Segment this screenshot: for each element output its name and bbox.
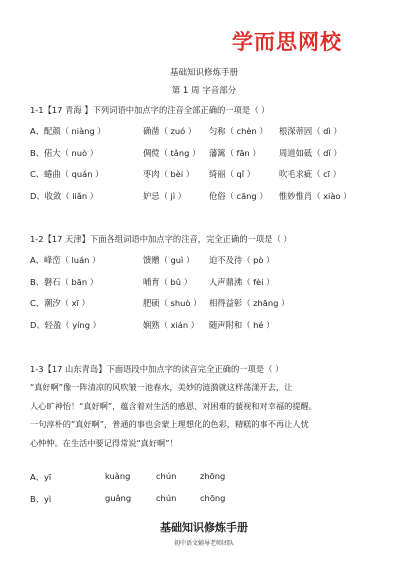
q1-option-d-3: 伧俗（ cāng ） bbox=[209, 191, 268, 201]
document-subtitle: 基础知识修炼手册 bbox=[169, 68, 238, 78]
q2-option-a-1: A、峰峦（ luán ） bbox=[30, 255, 101, 265]
q3-option-b-2: guǎng bbox=[105, 493, 132, 503]
q1-option-c-4: 吹毛求疵（ cī ） bbox=[279, 169, 341, 179]
q2-option-a-2: 馈赠（ guì ） bbox=[143, 255, 195, 265]
q2-option-d-1: D、轻盈（ yíng ） bbox=[30, 320, 101, 330]
q1-option-b-3: 藩篱（ fān ） bbox=[209, 148, 261, 158]
q2-option-d-3: 随声附和（ hé ） bbox=[209, 320, 275, 330]
q2-option-c-2: 肥硕（ shuò ） bbox=[143, 298, 202, 308]
q1-option-b-1: B、偌大（ nuò ） bbox=[30, 148, 99, 158]
q1-option-c-2: 枣肉（ bèi ） bbox=[143, 169, 195, 179]
q3-option-b-4: chōng bbox=[200, 493, 226, 503]
q2-option-d-2: 娴熟（ xián ） bbox=[143, 320, 200, 330]
q1-option-b-2: 倜傥（ tǎng ） bbox=[143, 148, 201, 158]
passage-line: “真好啊”像一阵清凉的风吹皱一池春水，美妙的涟漪就这样荡漾开去，让 bbox=[30, 382, 293, 392]
q1-option-a-3: 匀称（ chèn ） bbox=[209, 126, 268, 136]
q3-option-b-1: B、yì bbox=[30, 494, 52, 504]
question-1-3-passage bbox=[30, 378, 382, 452]
q1-option-d-1: D、收敛（ liǎn ） bbox=[30, 191, 99, 201]
q1-option-a-1: A、配颜（ niàng ） bbox=[30, 126, 106, 136]
footer-subtitle: 初中语文辅导老师团队 bbox=[173, 540, 234, 547]
q3-option-a-3: chún bbox=[156, 471, 177, 481]
q1-option-d-2: 妒忌（ jì ） bbox=[143, 191, 187, 201]
q2-option-b-3: 人声鼎沸（ fèi ） bbox=[209, 277, 275, 287]
question-1-2-stem: 1-2【17 天津】下面各组词语中加点字的注音，完全正确的一项是（ ） bbox=[30, 234, 292, 244]
q1-option-d-4: 惟妙惟肖（ xiào ） bbox=[279, 191, 352, 201]
q1-option-c-3: 绮丽（ qǐ ） bbox=[209, 169, 256, 179]
q3-option-b-3: chún bbox=[156, 493, 177, 503]
q1-option-b-4: 周道如砥（ dǐ ） bbox=[279, 148, 342, 158]
question-1-3-stem: 1-3【17 山东青岛】下面语段中加点字的读音完全正确的一项是（ ） bbox=[30, 364, 284, 374]
q3-option-a-4: zhōng bbox=[200, 471, 226, 481]
q3-option-a-1: A、yī bbox=[30, 472, 52, 482]
q2-option-b-1: B、磐石（ bān ） bbox=[30, 277, 99, 287]
q1-option-a-4: 根深蒂固（ dì ） bbox=[279, 126, 342, 136]
passage-line: 人心旷神怡！“真好啊”，蕴含着对生活的感恩、对困难的藐视和对幸福的提醒。 bbox=[30, 400, 317, 411]
q2-option-b-2: 哺育（ bǔ ） bbox=[143, 277, 192, 287]
passage-line: 一句淳朴的“真好啊”，普通的事也会蒙上理想化的色彩，精糕的事不再让人忧 bbox=[30, 419, 309, 429]
footer-title: 基础知识修炼手册 bbox=[160, 521, 248, 534]
q3-option-a-2: kuàng bbox=[105, 471, 131, 481]
passage-line: 心忡忡。在生活中要记得常说“真好啊”！ bbox=[30, 437, 178, 448]
q2-option-c-3: 相得益彰（ zhāng ） bbox=[209, 298, 290, 308]
q1-option-a-2: 确凿（ zuó ） bbox=[143, 126, 197, 136]
brand-logo: 学而思网校 bbox=[232, 30, 342, 54]
q2-option-a-3: 迫不及待（ pò ） bbox=[209, 255, 275, 265]
q1-option-c-1: C、蜷曲（ quán ） bbox=[30, 169, 104, 179]
section-heading: 第 1 周 字音部分 bbox=[171, 86, 237, 96]
q2-option-c-1: C、潮汐（ xī ） bbox=[30, 298, 90, 308]
question-1-1-stem: 1-1【17 青海 】下列词语中加点字的注音全部正确的一项是（ ） bbox=[30, 105, 270, 115]
